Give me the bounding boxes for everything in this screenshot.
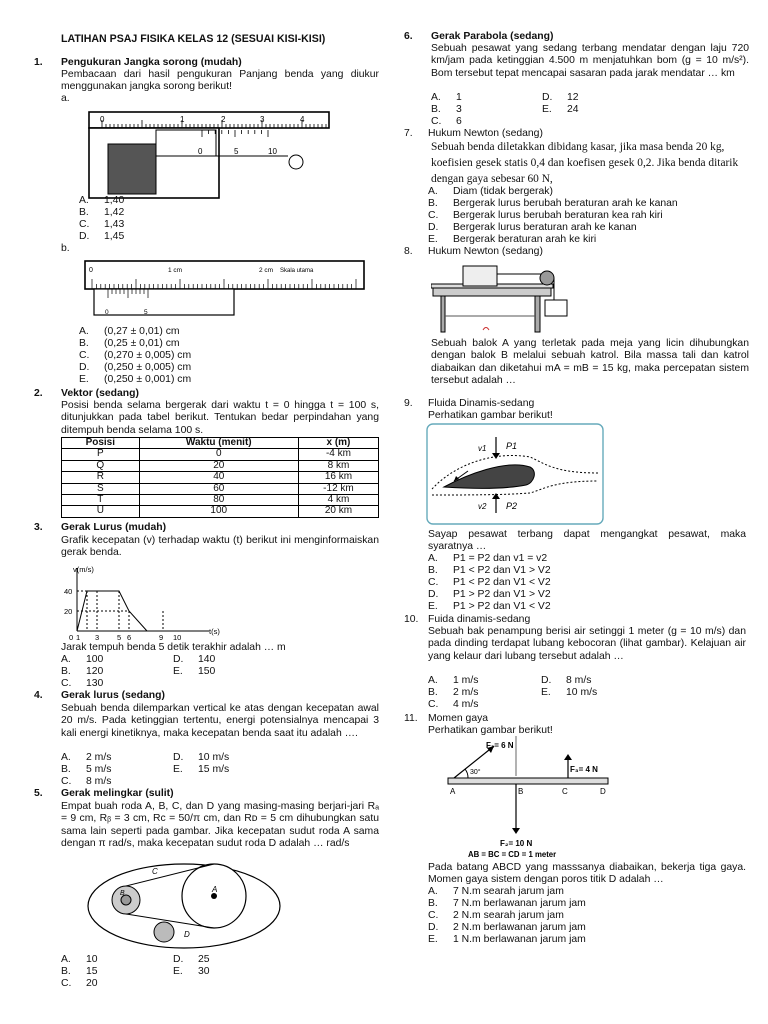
vernier-a-tick-5: 5 [234,147,239,156]
q11-option-d[interactable]: D. 2 N.m berlawanan jarum jam [428,922,586,933]
label-p1: P1 [506,441,518,451]
q10-heading: Fuida dinamis-sedang [428,614,531,625]
q6-option-a[interactable]: A. 1 [431,92,462,103]
q3-option-d[interactable]: D. 140 [173,654,216,665]
vernier-a-tick-0: 0 [198,147,203,156]
q5-text: Empat buah roda A, B, C, dan D yang masing-masing berjari-jari Rₐ = 9 cm, Rᵦ = 3 cm, Rc = 50/π cm, dan Rᴅ = 5 cm dihubungkan satu sama lain seperti pada gambar. Jika kecepatan sudut roda A sama dengan π rad/s, maka kecepatan sudut roda D adalah … rad/s [61,801,379,849]
q5-option-a[interactable]: A. 10 [61,954,98,965]
q3-text: Grafik kecepatan (v) terhadap waktu (t) berikut ini menginformaiskan gerak benda. [61,535,379,559]
x-tick-6: 6 [127,633,132,641]
q11-option-a[interactable]: A. 7 N.m searah jarum jam [428,886,564,897]
q9-option-c[interactable]: C. P1 < P2 dan V1 < V2 [428,577,551,588]
scale-b-tick-1: 1 cm [168,267,183,274]
wheel-b-label: B [120,890,125,897]
wheel-a-label: A [212,885,218,894]
angle-label: 30° [470,769,481,776]
table-row: R 40 16 km [62,472,379,483]
q1-a-option-b[interactable]: B. 1,42 [79,207,125,218]
col-waktu: Waktu (menit) [139,438,298,449]
q2-number: 2. [34,388,43,399]
q10-option-b[interactable]: B. 2 m/s [428,687,479,698]
q5-heading: Gerak melingkar (sulit) [61,788,174,799]
q4-option-e[interactable]: E. 15 m/s [173,764,230,775]
q6-number: 6. [404,31,413,42]
pulley-diagram [431,260,591,334]
airfoil-diagram [426,423,606,527]
q4-option-a[interactable]: A. 2 m/s [61,752,112,763]
q7-heading: Hukum Newton (sedang) [428,128,543,139]
vernier-caliper-b [84,259,366,319]
x-tick-0: 0 [69,633,74,641]
q9-option-a[interactable]: A. P1 = P2 dan v1 = v2 [428,553,548,564]
q11-subtitle: Perhatikan gambar berikut! [428,725,553,736]
q9-number: 9. [404,398,413,409]
q7-option-c[interactable]: C. Bergerak lurus berubah beraturan kea rah kiri [428,210,663,221]
q3-heading: Gerak Lurus (mudah) [61,522,167,533]
q1-b-option-e[interactable]: E. (0,250 ± 0,001) cm [79,374,192,385]
q5-number: 5. [34,788,43,799]
q7-text: Sebuah benda diletakkan dibidang kasar, jika masa benda 20 kg, koefisien gesek statis 0,4 dan koefisen gesek 0,2. Jika benda ditarik dengan gaya sebesar 60 N, [431,141,739,185]
q1-number: 1. [34,57,43,68]
point-c: C [562,787,568,796]
force-f2-label: F₂= 10 N [500,839,533,848]
q9-option-e[interactable]: E. P1 > P2 dan V1 < V2 [428,601,551,612]
x-tick-10: 10 [173,633,182,641]
label-v1: v1 [478,444,487,453]
q7-option-a[interactable]: A. Diam (tidak bergerak) [428,186,553,197]
y-tick-40: 40 [64,587,73,596]
q3-question: Jarak tempuh benda 5 detik terakhir adalah … m [61,642,286,653]
q9-option-d[interactable]: D. P1 > P2 dan V1 > V2 [428,589,551,600]
table-row: U 100 20 km [62,506,379,517]
q10-text: Sebuah bak penampung berisi air setinggi 1 meter (g = 10 m/s) dan pada dinding terdapat lubang kebocoran (lihat gambar). Kelajuan air yang kelaur dari lubang tersebut adalah … [428,626,746,662]
table-row: T 80 4 km [62,495,379,506]
vernier-caliper-a [88,108,338,200]
force-f3-label: F₃= 4 N [570,765,598,774]
scale-a-tick-2: 2 [221,115,226,124]
q1-a-option-a[interactable]: A. 1,40 [79,195,125,206]
scale-a-tick-4: 4 [300,115,305,124]
q7-option-b[interactable]: B. Bergerak lurus berubah beraturan arah ke kanan [428,198,678,209]
q8-heading: Hukum Newton (sedang) [428,246,543,257]
q10-option-e[interactable]: E. 10 m/s [541,687,598,698]
scale-b-title: Skala utama [280,268,314,274]
scale-b-tick-0: 0 [89,267,93,274]
vernier-a-tick-10: 10 [268,147,277,156]
q3-option-a[interactable]: A. 100 [61,654,104,665]
scale-a-tick-0: 0 [100,115,105,124]
q3-option-b[interactable]: B. 120 [61,666,104,677]
q9-heading: Fluida Dinamis-sedang [428,398,535,409]
q5-option-c[interactable]: C. 20 [61,978,98,989]
col-x: x (m) [298,438,378,449]
q3-option-e[interactable]: E. 150 [173,666,216,677]
x-tick-1: 1 [76,633,81,641]
table-row: S 60 -12 km [62,483,379,494]
q1-a-label: a. [61,93,70,104]
q2-text: Posisi benda selama bergerak dari waktu t = 0 hingga t = 100 s, ditunjukkan pada tabel berikut. Tentukan bedar perpindahan yang ditempuh benda selama 100 s. [61,400,379,436]
q9-subtitle: Perhatikan gambar berikut! [428,410,553,421]
q6-option-e[interactable]: E. 24 [542,104,579,115]
q7-number: 7. [404,128,413,139]
q3-number: 3. [34,522,43,533]
wheel-c-label: C [152,867,158,876]
q10-option-d[interactable]: D. 8 m/s [541,675,592,686]
q4-option-b[interactable]: B. 5 m/s [61,764,112,775]
q9-text: Sayap pesawat terbang dapat mengangkat pesawat, maka syaratnya … [428,529,746,553]
q8-text: Sebuah balok A yang terletak pada meja yang licin dihubungkan dengan balok B melalui sebuah katrol. Bila massa tali dan katrol diabaikan dan diketahui mA = mB = 15 kg, maka percepatan sistem tersebut adalah … [431,338,749,386]
point-d: D [600,787,606,796]
wheels-diagram [84,862,284,952]
x-tick-5: 5 [117,633,122,641]
table-row: P 0 -4 km [62,449,379,460]
q6-option-d[interactable]: D. 12 [542,92,579,103]
q2-heading: Vektor (sedang) [61,388,139,399]
q10-number: 10. [404,614,419,625]
q7-option-e[interactable]: E. Bergerak beraturan arah ke kiri [428,234,597,245]
position-table [61,437,379,518]
figure-caption: AB = BC = CD = 1 meter [468,850,557,859]
q4-heading: Gerak lurus (sedang) [61,690,165,701]
q1-b-label: b. [61,243,70,254]
q1-b-option-a[interactable]: A. (0,27 ± 0,01) cm [79,326,180,337]
q10-option-a[interactable]: A. 1 m/s [428,675,479,686]
q11-heading: Momen gaya [428,713,489,724]
q1-a-option-c[interactable]: C. 1,43 [79,219,125,230]
label-p2: P2 [506,501,518,511]
graph-xlabel: t(s) [209,627,220,636]
q5-option-e[interactable]: E. 30 [173,966,210,977]
page-title: LATIHAN PSAJ FISIKA KELAS 12 (SESUAI KISI-KISI) [61,33,326,45]
q1-b-option-b[interactable]: B. (0,25 ± 0,01) cm [79,338,180,349]
y-tick-20: 20 [64,607,73,616]
q1-a-option-d[interactable]: D. 1,45 [79,231,125,242]
q6-heading: Gerak Parabola (sedang) [431,31,554,42]
q5-option-d[interactable]: D. 25 [173,954,210,965]
q6-text: Sebuah pesawat yang sedang terbang mendatar dengan laju 720 km/jam pada ketinggian 4.500 m menjatuhkan bom (g = 10 m/s²). Bom tersebut tepat mencapai sasaran pada jarak mendatar … km [431,43,749,79]
q11-number: 11. [404,713,418,724]
wheel-d-label: D [184,930,190,939]
q10-option-c[interactable]: C. 4 m/s [428,699,479,710]
q4-text: Sebuah benda dilemparkan vertical ke atas dengan kecepatan awal 20 m/s. Pada ketinggian tertentu, energi potensialnya mencapai 3 kali energi kinetiknya, maka kecepatan benda saat itu adalah …. [61,703,379,739]
velocity-time-graph [59,563,234,641]
q1-heading: Pengukuran Jangka sorong (mudah) [61,57,242,68]
label-v2: v2 [478,502,487,511]
scale-a-tick-1: 1 [180,115,185,124]
scale-a-tick-3: 3 [260,115,265,124]
q3-option-c[interactable]: C. 130 [61,678,104,689]
vernier-b-tick-5: 5 [144,309,148,316]
q11-option-e[interactable]: E. 1 N.m berlawanan jarum jam [428,934,586,945]
force-f1-label: F₁= 6 N [486,741,514,750]
q8-number: 8. [404,246,413,257]
q1-text: Pembacaan dari hasil pengukuran Panjang benda yang diukur menggunakan jangka sorong berikut! [61,69,379,93]
q4-option-c[interactable]: C. 8 m/s [61,776,112,787]
q9-option-b[interactable]: B. P1 < P2 dan V1 > V2 [428,565,551,576]
vernier-b-tick-0: 0 [105,309,109,316]
q11-text: Pada batang ABCD yang masssanya diabaikan, bekerja tiga gaya. Momen gaya sistem dengan poros titik D adalah … [428,862,746,886]
q6-option-b[interactable]: B. 3 [431,104,462,115]
q5-option-b[interactable]: B. 15 [61,966,98,977]
x-tick-9: 9 [159,633,164,641]
torque-diagram [424,736,624,860]
q6-option-c[interactable]: C. 6 [431,116,462,127]
q4-option-d[interactable]: D. 10 m/s [173,752,230,763]
point-a: A [450,787,456,796]
scale-b-tick-2: 2 cm [259,267,274,274]
point-b: B [518,787,524,796]
graph-ylabel: v(m/s) [73,565,94,574]
x-tick-3: 3 [95,633,100,641]
q1-b-option-d[interactable]: D. (0,250 ± 0,005) cm [79,362,192,373]
q7-option-d[interactable]: D. Bergerak lurus beraturan arah ke kanan [428,222,637,233]
q1-b-option-c[interactable]: C. (0,270 ± 0,005) cm [79,350,192,361]
table-row: Q 20 8 km [62,460,379,471]
q11-option-b[interactable]: B. 7 N.m berlawanan jarum jam [428,898,586,909]
q4-number: 4. [34,690,43,701]
q11-option-c[interactable]: C. 2 N.m searah jarum jam [428,910,564,921]
col-posisi: Posisi [62,438,140,449]
